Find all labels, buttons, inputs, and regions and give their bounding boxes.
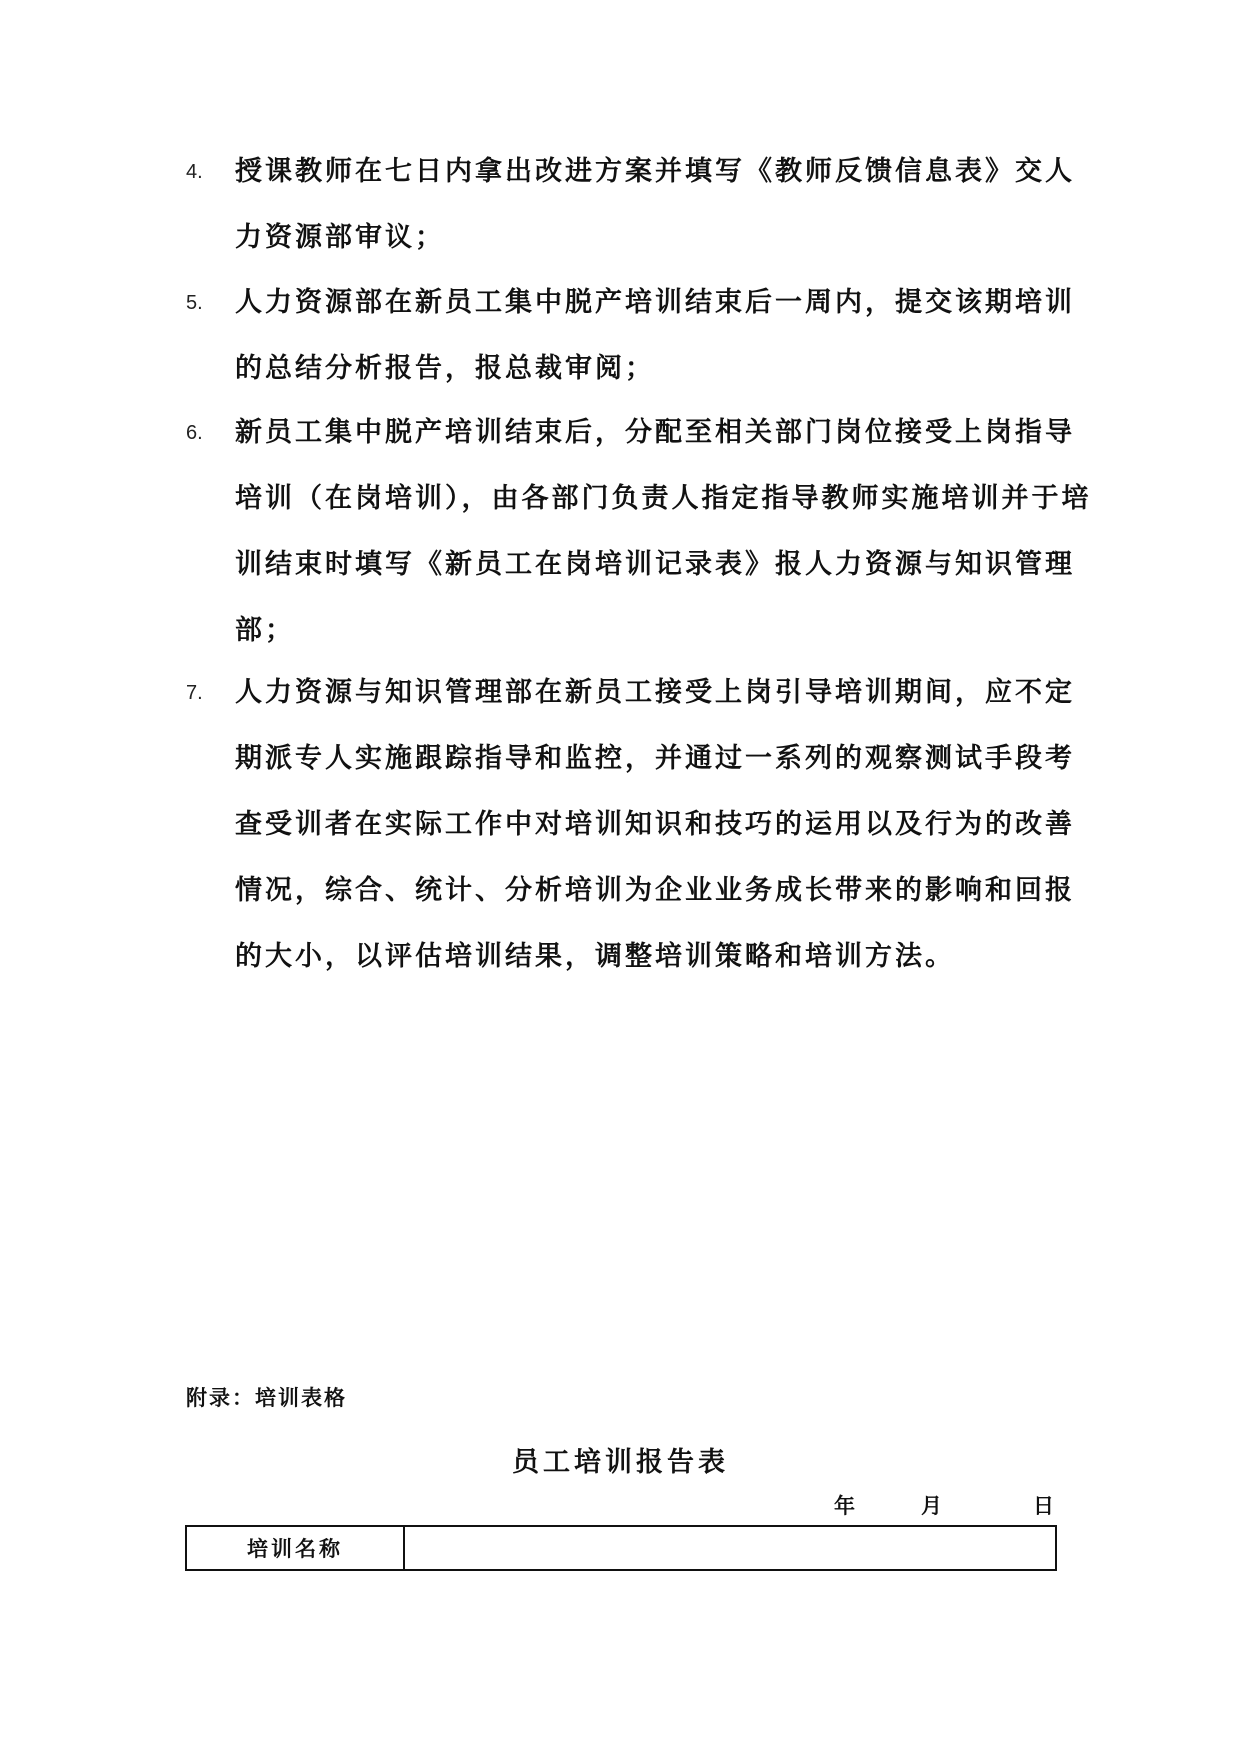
appendix-heading: 附录：培训表格 xyxy=(186,1385,347,1410)
item-line: 的大小，以评估培训结果，调整培训策略和培训方法。 xyxy=(235,941,955,972)
item-line: 期派专人实施跟踪指导和监控，并通过一系列的观察测试手段考 xyxy=(235,743,1075,774)
item-number: 7. xyxy=(186,682,203,704)
item-line: 的总结分析报告，报总裁审阅； xyxy=(235,353,655,384)
date-day-label: 日 xyxy=(1033,1493,1054,1518)
item-number: 6. xyxy=(186,422,203,444)
item-line: 授课教师在七日内拿出改进方案并填写《教师反馈信息表》交人 xyxy=(235,156,1075,187)
training-name-label: 培训名称 xyxy=(186,1526,404,1570)
item-line: 情况，综合、统计、分析培训为企业业务成长带来的影响和回报 xyxy=(235,875,1075,906)
training-name-field[interactable] xyxy=(404,1526,1056,1570)
item-line: 部； xyxy=(235,615,295,646)
item-number: 4. xyxy=(186,161,203,183)
item-line: 人力资源与知识管理部在新员工接受上岗引导培训期间，应不定 xyxy=(235,677,1075,708)
item-line: 人力资源部在新员工集中脱产培训结束后一周内，提交该期培训 xyxy=(235,287,1075,318)
date-year-label: 年 xyxy=(834,1493,855,1518)
table-row xyxy=(186,1526,1056,1570)
training-report-table xyxy=(185,1525,1057,1571)
item-line: 训结束时填写《新员工在岗培训记录表》报人力资源与知识管理 xyxy=(235,549,1075,580)
item-line: 力资源部审议； xyxy=(235,222,445,253)
item-line: 培训（在岗培训），由各部门负责人指定指导教师实施培训并于培 xyxy=(235,483,1092,514)
form-title: 员工培训报告表 xyxy=(512,1447,729,1478)
item-number: 5. xyxy=(186,292,203,314)
date-month-label: 月 xyxy=(921,1493,942,1518)
item-line: 查受训者在实际工作中对培训知识和技巧的运用以及行为的改善 xyxy=(235,809,1075,840)
item-line: 新员工集中脱产培训结束后，分配至相关部门岗位接受上岗指导 xyxy=(235,417,1075,448)
